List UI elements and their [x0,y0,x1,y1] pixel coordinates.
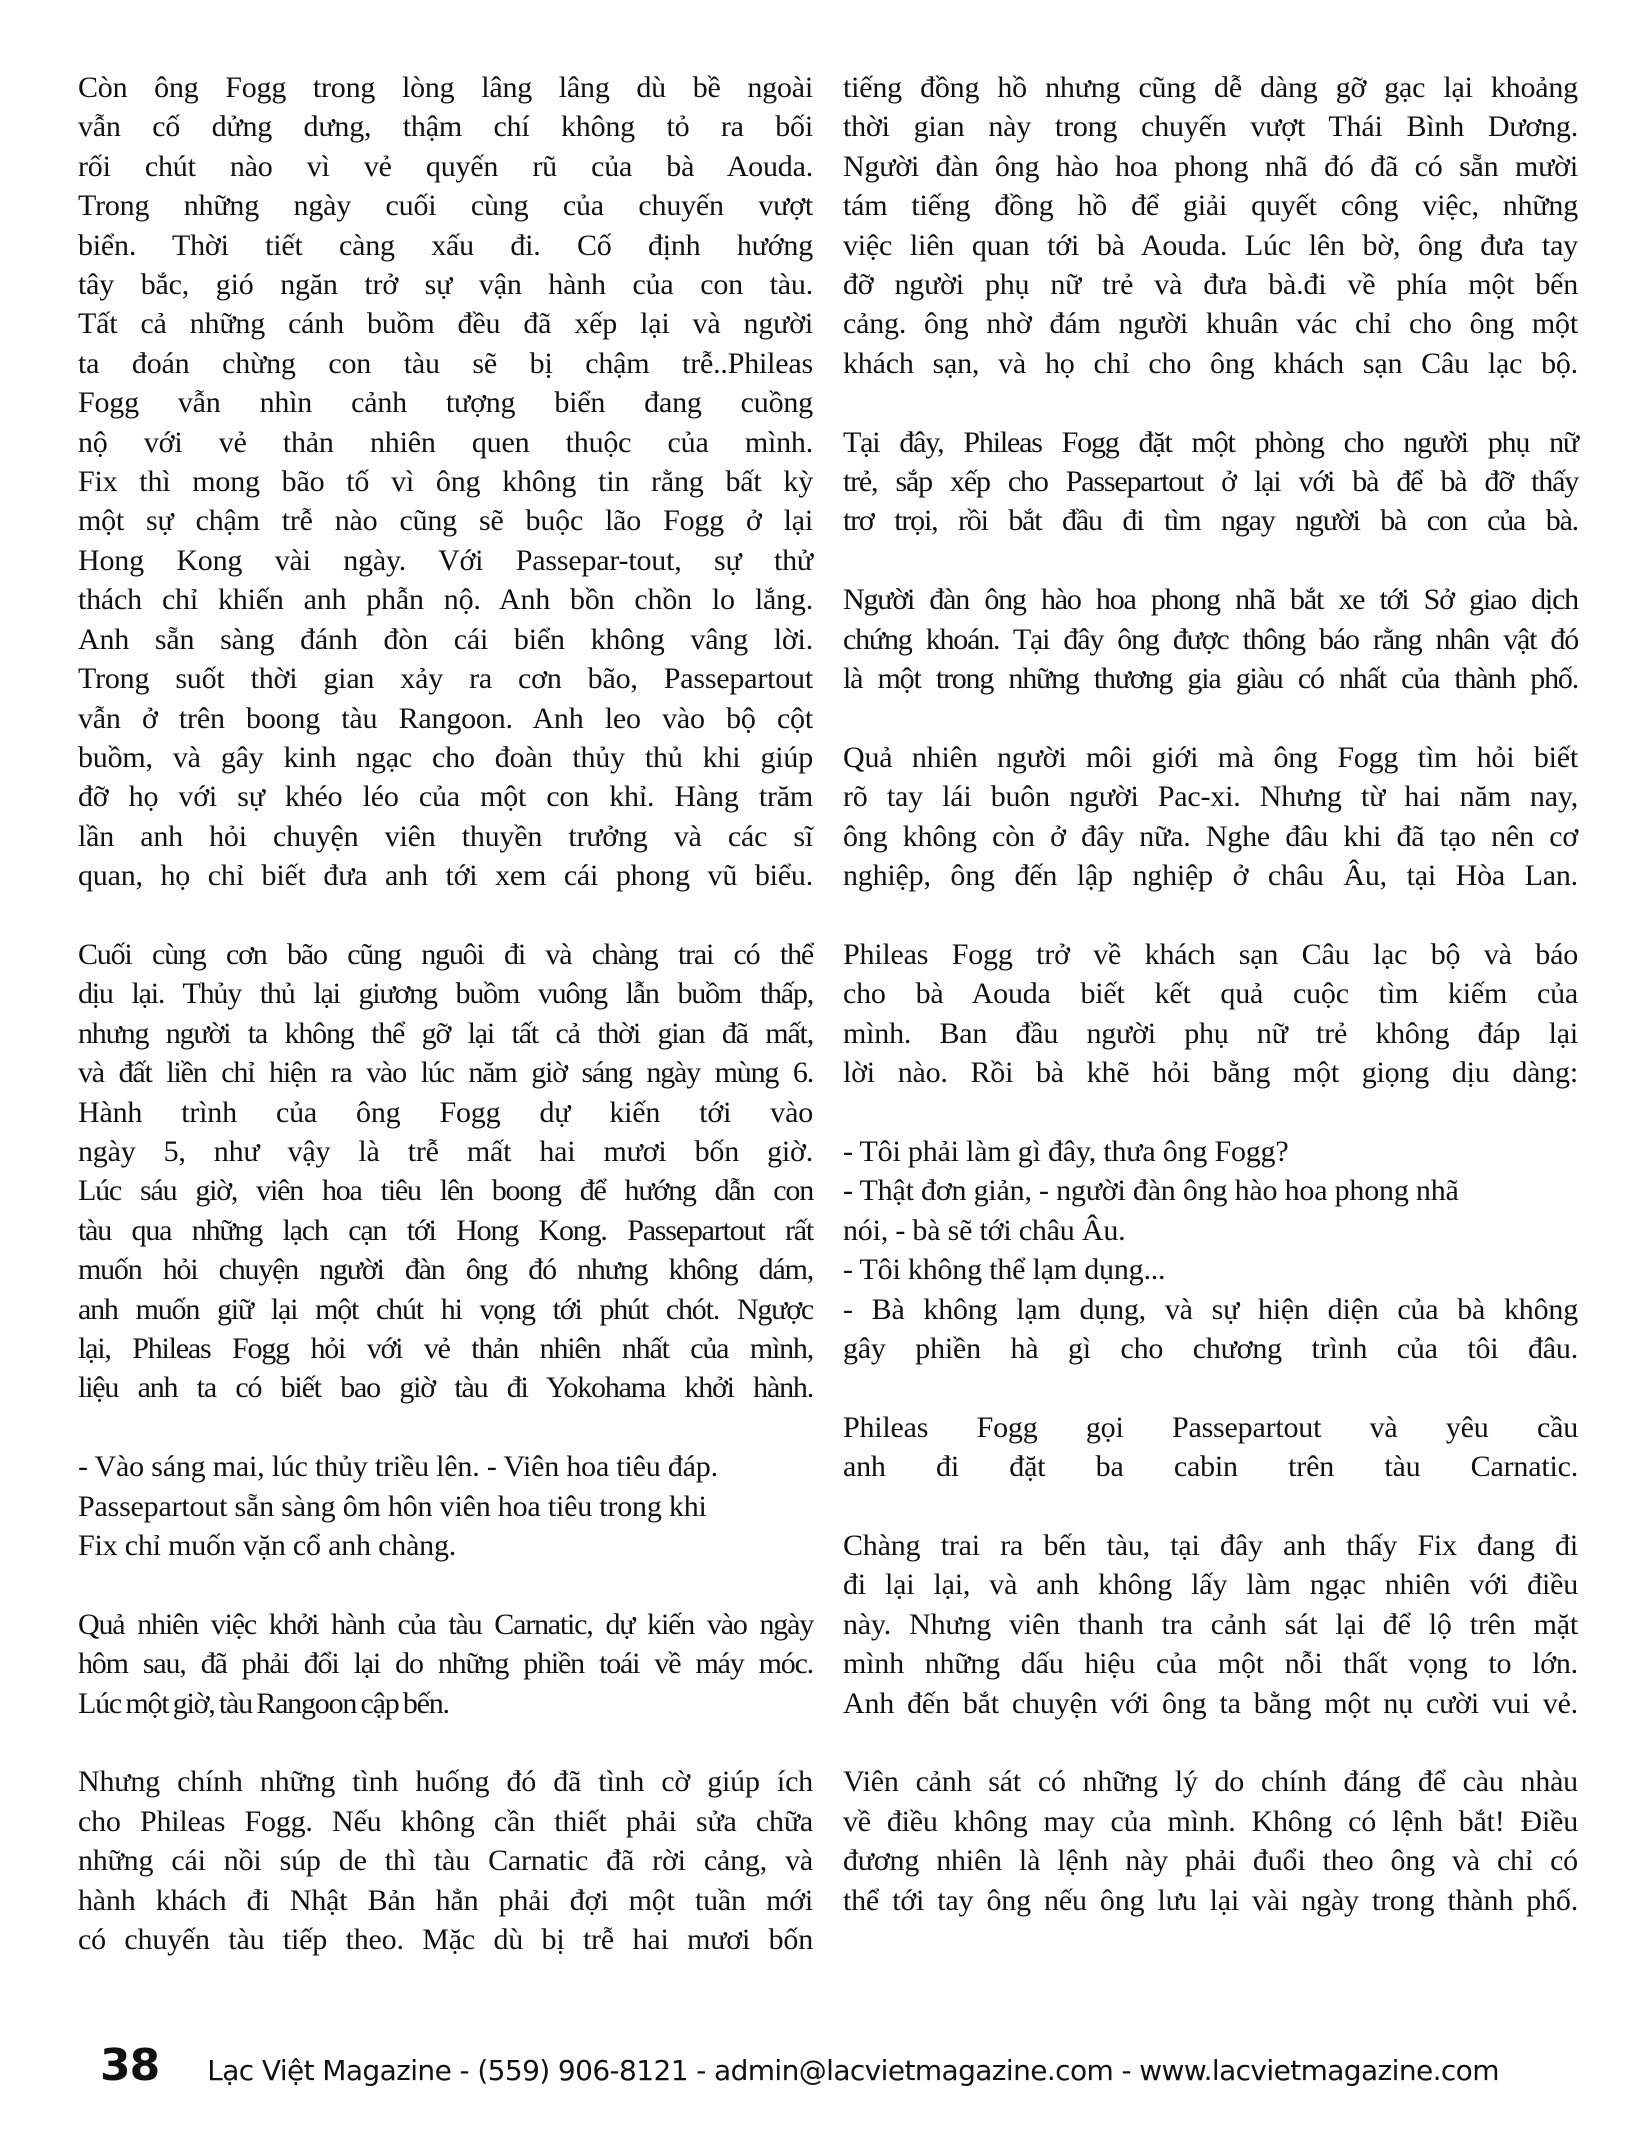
text-line: Tại đây, Phileas Fogg đặt một phòng cho người phụ nữ [843,425,1578,459]
text-line: Còn ông Fogg trong lòng lâng lâng dù bề ngoài [78,71,813,104]
text-line: lời nào. Rồi bà khẽ hỏi bằng một giọng dịu dàng: [843,1056,1578,1090]
text-line: tám tiếng đồng hồ để giải quyết công việc, những [843,189,1578,223]
text-line: ông không còn ở đây nữa. Nghe đâu khi đã tạo nên cơ [843,819,1578,853]
text-line: Cuối cùng cơn bão cũng nguôi đi và chàng trai có thể [78,937,813,971]
text-line: Lúc sáu giờ, viên hoa tiêu lên boong để hướng dẫn con [78,1174,813,1208]
text-line: Trong những ngày cuối cùng của chuyến vượt [78,189,813,223]
text-line: dịu lại. Thủy thủ lại giương buồm vuông lẫn buồm thấp, [78,977,813,1011]
text-line: và đất liền chỉ hiện ra vào lúc năm giờ sáng ngày mùng 6. [78,1056,813,1090]
text-line: Viên cảnh sát có những lý do chính đáng để càu nhàu [843,1765,1578,1799]
text-line: biển. Thời tiết càng xấu đi. Cố định hướng [78,228,813,262]
text-line: vẫn ở trên boong tàu Rangoon. Anh leo vào bộ cột [78,701,813,735]
paragraph-meets-fix [843,1526,1578,1723]
text-line: Phileas Fogg trở về khách sạn Câu lạc bộ và báo [843,937,1578,971]
text-line: anh muốn giữ lại một chút hi vọng tới phút chót. Ngược [78,1292,813,1326]
text-line: tiếng đồng hồ nhưng cũng dễ dàng gỡ gạc lại khoảng [843,71,1578,104]
right-text-column [843,68,1578,1959]
text-line: Fix thì mong bão tố vì ông không tin rằng bất kỳ [78,465,813,499]
text-line: những cái nồi súp de thì tàu Carnatic đã rời cảng, và [78,1844,813,1878]
paragraph-report-to-aouda [843,935,1578,1093]
paragraph-pilot-reply [78,1447,813,1565]
text-line: hôm sau, đã phải đổi lại do những phiền toái về máy móc. [78,1647,813,1681]
paragraph-carnatic-delay [78,1605,813,1723]
text-line: - Vào sáng mai, lúc thủy triều lên. - Viên hoa tiêu đáp. [78,1450,718,1484]
text-line: - Bà không lạm dụng, và sự hiện diện của bà không [843,1292,1578,1326]
text-line: Người đàn ông hào hoa phong nhã bắt xe tới Sở giao dịch [843,583,1578,617]
text-line: Nhưng chính những tình huống đó đã tình cờ giúp ích [78,1765,813,1799]
text-line: Hành trình của ông Fogg dự kiến tới vào [78,1095,813,1129]
text-line: rõ tay lái buôn người Pac-xi. Nhưng từ hai năm nay, [843,780,1578,814]
paragraph-no-warrant [843,1762,1578,1920]
text-line: trẻ, sắp xếp cho Passepartout ở lại với bà để bà đỡ thấy [843,465,1578,499]
text-line: chứng khoán. Tại đây ông được thông báo rằng nhân vật đó [843,622,1578,656]
text-line: về điều không may của mình. Không có lệnh bắt! Điều [843,1804,1578,1838]
text-line: là một trong những thương gia giàu có nhất của thành phố. [843,662,1578,696]
text-line: - Tôi không thể lạm dụng... [843,1253,1166,1287]
text-line: ta đoán chừng con tàu sẽ bị chậm trễ..Phileas [78,346,813,380]
text-line: một sự chậm trễ nào cũng sẽ buộc lão Fogg ở lại [78,504,813,538]
text-line: Passepartout sẵn sàng ôm hôn viên hoa tiêu trong khi [78,1489,707,1523]
page-footer [100,2040,1499,2100]
text-line: - Thật đơn giản, - người đàn ông hào hoa phong nhã [843,1174,1459,1208]
paragraph-room-booking [843,423,1578,541]
text-line: lần anh hỏi chuyện viên thuyền trưởng và các sĩ [78,819,813,853]
paragraph-cabins [843,1408,1578,1487]
paragraph-broker [843,738,1578,896]
text-line: liệu anh ta có biết bao giờ tàu đi Yokohama khởi hành. [78,1371,813,1405]
paragraph-arrival [78,935,813,1408]
text-line: Fogg vẫn nhìn cảnh tượng biển đang cuồng [78,386,813,420]
text-line: nộ với vẻ thản nhiên quen thuộc của mình. [78,425,813,459]
text-line: cho bà Aouda biết kết quả cuộc tìm kiếm của [843,977,1578,1011]
text-line: tây bắc, gió ngăn trở sự vận hành của con tàu. [78,268,813,302]
text-line: nói, - bà sẽ tới châu Âu. [843,1213,1126,1247]
text-line: khách sạn, và họ chỉ cho ông khách sạn Câu lạc bộ. [843,346,1578,380]
text-line: đi lại lại, và anh không lấy làm ngạc nhiên với điều [843,1568,1578,1602]
page-number: 38 [100,2040,160,2091]
text-line: gây phiền hà gì cho chương trình của tôi đâu. [843,1331,1578,1365]
text-line: Fix chỉ muốn vặn cổ anh chàng. [78,1529,457,1562]
text-line: thách chỉ khiến anh phẫn nộ. Anh bồn chồn lo lắng. [78,583,813,617]
text-line: hành khách đi Nhật Bản hẳn phải đợi một tuần mới [78,1883,813,1917]
footer-contact-info: Lạc Việt Magazine - (559) 906-8121 - admin@lacvietmagazine.com - www.lacvietmagazine.com [207,2054,1499,2087]
text-line: Anh đến bắt chuyện với ông ta bằng một nụ cười vui vẻ. [843,1686,1578,1720]
text-line: tàu qua những lạch cạn tới Hong Kong. Passepartout rất [78,1213,813,1247]
text-line: cho Phileas Fogg. Nếu không cần thiết phải sửa chữa [78,1804,813,1838]
text-line: Tất cả những cánh buồm đều đã xếp lại và người [78,307,813,341]
paragraph-storm [78,68,813,896]
text-line: cảng. ông nhờ đám người khuân vác chỉ cho ông một [843,307,1578,341]
text-line: Hong Kong vài ngày. Với Passepar-tout, sự thử [78,543,813,577]
text-line: này. Nhưng viên thanh tra cảnh sát lại để lộ trên mặt [843,1607,1578,1641]
text-line: thể tới tay ông nếu ông lưu lại vài ngày trong thành phố. [843,1883,1578,1917]
text-line: mình. Ban đầu người phụ nữ trẻ không đáp lại [843,1016,1578,1050]
paragraph-dialogue [843,1132,1578,1368]
paragraph-fortunate-circumstances [78,1762,813,1959]
text-line: đỡ người phụ nữ trẻ và đưa bà.đi về phía một bến [843,268,1578,302]
text-line: muốn hỏi chuyện người đàn ông đó nhưng không dám, [78,1253,813,1287]
text-line: thời gian này trong chuyến vượt Thái Bình Dương. [843,110,1578,144]
text-line: việc liên quan tới bà Aouda. Lúc lên bờ, ông đưa tay [843,228,1578,262]
text-line: Quả nhiên người môi giới mà ông Fogg tìm hỏi biết [843,740,1578,774]
text-line: ngày 5, như vậy là trễ mất hai mươi bốn giờ. [78,1134,813,1168]
text-line: - Tôi phải làm gì đây, thưa ông Fogg? [843,1134,1289,1168]
text-line: vẫn cố dửng dưng, thậm chí không tỏ ra bối [78,110,813,144]
text-line: Quả nhiên việc khởi hành của tàu Carnatic, dự kiến vào ngày [78,1607,813,1641]
paragraph-stock-exchange [843,580,1578,698]
text-line: trơ trọi, rồi bắt đầu đi tìm ngay người bà con của bà. [843,504,1578,538]
paragraph-hotel [843,68,1578,383]
text-line: lại, Phileas Fogg hỏi với vẻ thản nhiên nhất của mình, [78,1331,813,1365]
text-line: có chuyến tàu tiếp theo. Mặc dù bị trễ hai mươi bốn [78,1923,813,1957]
text-line: đương nhiên là lệnh này phải đuổi theo ông và chỉ có [843,1844,1578,1878]
text-line: Anh sẵn sàng đánh đòn cái biển không vâng lời. [78,622,813,656]
text-line: Trong suốt thời gian xảy ra cơn bão, Passepartout [78,662,813,696]
text-line: buồm, và gây kinh ngạc cho đoàn thủy thủ khi giúp [78,740,813,774]
text-line: mình những dấu hiệu của một nỗi thất vọng to lớn. [843,1647,1578,1681]
text-line: Lúc một giờ, tàu Rangoon cập bến. [78,1686,449,1720]
text-line: nghiệp, ông đến lập nghiệp ở châu Âu, tại Hòa Lan. [843,859,1578,893]
text-line: Phileas Fogg gọi Passepartout và yêu cầu [843,1410,1578,1444]
text-line: rối chút nào vì vẻ quyến rũ của bà Aouda. [78,149,813,183]
text-line: Người đàn ông hào hoa phong nhã đó đã có sẵn mười [843,149,1578,183]
left-text-column [78,68,813,1999]
text-line: anh đi đặt ba cabin trên tàu Carnatic. [843,1450,1578,1484]
text-line: nhưng người ta không thể gỡ lại tất cả thời gian đã mất, [78,1016,813,1050]
text-line: đỡ họ với sự khéo léo của một con khỉ. Hàng trăm [78,780,813,814]
text-line: quan, họ chỉ biết đưa anh tới xem cái phong vũ biểu. [78,859,813,893]
text-line: Chàng trai ra bến tàu, tại đây anh thấy Fix đang đi [843,1528,1578,1562]
